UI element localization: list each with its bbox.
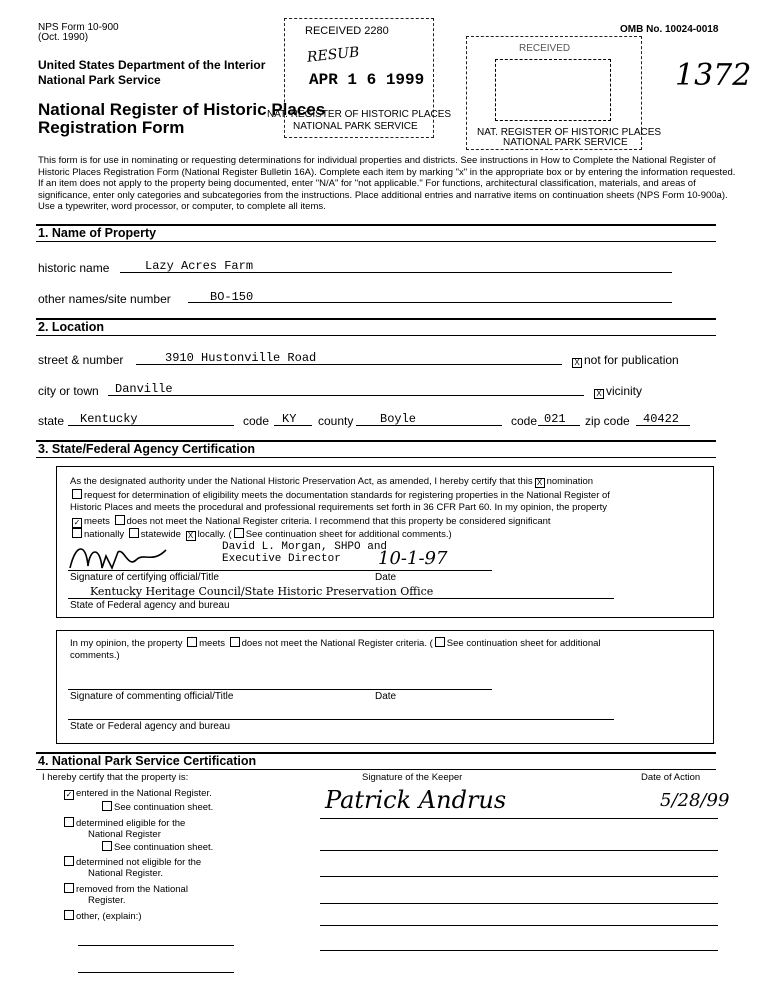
other-names-value: BO-150 (210, 290, 254, 304)
historic-name-line (120, 272, 672, 273)
section4-rule-bottom (36, 769, 716, 770)
received-stamp-date: APR 1 6 1999 (309, 71, 425, 89)
other-names-label: other names/site number (38, 292, 171, 306)
cert-line-3: Historic Places and meets the procedural and professional requirements set forth in 36 CFR Part 60. In my opinion, the property (70, 502, 608, 513)
stamp-nat-register: NAT. REGISTER OF HISTORIC PLACES (267, 109, 452, 120)
entered-continuation-checkbox[interactable] (102, 801, 112, 811)
does-not-meet-checkbox[interactable] (115, 515, 125, 525)
comment-date-label: Date (375, 691, 397, 702)
entered-continuation (100, 801, 213, 815)
action-date-value: 5/28/99 (660, 790, 730, 811)
other-line (320, 925, 718, 926)
second-stamp-inner (495, 59, 611, 121)
comment-signature-label: Signature of commenting official/Title (70, 691, 234, 702)
vicinity-label: vicinity (606, 384, 643, 398)
locally-checkbox[interactable]: X (186, 531, 196, 541)
county-line (356, 425, 502, 426)
section1-rule-bottom (36, 241, 716, 242)
opinion-text: In my opinion, the property (70, 638, 183, 649)
state-code-label: code (243, 414, 270, 428)
received-stamp-label: RECEIVED 2280 (305, 25, 389, 37)
state-code-line (274, 425, 312, 426)
nomination-label: nomination (546, 476, 594, 487)
removed-checkbox[interactable] (64, 883, 74, 893)
certify-statement: I hereby certify that the property is: (42, 772, 189, 783)
other-checkbox[interactable] (64, 910, 74, 920)
handwritten-number: 1372 (675, 58, 752, 93)
eligible-continuation-label: See continuation sheet. (114, 842, 214, 853)
section2-rule-top (36, 318, 716, 320)
historic-name-label: historic name (38, 261, 110, 275)
street-value: 3910 Hustonville Road (165, 351, 317, 365)
not-eligible-label-2: National Register. (88, 868, 163, 879)
meets-label: meets (84, 516, 110, 527)
county-code-line (538, 425, 580, 426)
city-value: Danville (115, 382, 173, 396)
not-for-publication-checkbox[interactable]: X (572, 358, 582, 368)
section3-rule-bottom (36, 457, 716, 458)
continuation-label: See continuation sheet for additional comments.) (245, 529, 452, 540)
state-line (68, 425, 234, 426)
keeper-signature: Patrick Andrus (325, 786, 507, 814)
cert-line-1-text: As the designated authority under the National Historic Preservation Act, as amended, I hereby certify that this (70, 476, 533, 487)
stamp-park-service: NATIONAL PARK SERVICE (293, 121, 418, 132)
not-eligible-label: determined not eligible for the (76, 857, 202, 868)
opinion-meets-label: meets (199, 638, 225, 649)
eligible-label: determined eligible for the (76, 818, 186, 829)
entered-checkbox[interactable]: ✓ (65, 790, 73, 799)
resub-note: RESUB (306, 44, 361, 66)
zip-label: zip code (585, 414, 630, 428)
signer-name: David L. Morgan, SHPO and (222, 541, 388, 553)
date-label: Date (375, 572, 397, 583)
city-label: city or town (38, 384, 99, 398)
agency-value: Kentucky Heritage Council/State Historic Preservation Office (90, 585, 434, 598)
keeper-signature-line (320, 818, 718, 819)
not-eligible-line (320, 876, 718, 877)
keeper-label: Signature of the Keeper (362, 772, 463, 783)
form-title-2: Registration Form (38, 118, 185, 137)
state-label: state (38, 414, 65, 428)
department: United States Department of the Interior (38, 58, 266, 72)
form-number: NPS Form 10-900 (38, 22, 119, 33)
vicinity-checkbox[interactable]: X (594, 389, 604, 399)
cert-line-2-text: request for determination of eligibility meets the documentation standards for registering properties in the National Register of (84, 490, 610, 501)
second-stamp (466, 36, 662, 150)
lower-line (320, 950, 718, 951)
opinion-cont-label: See continuation sheet for additional (446, 638, 601, 649)
eligible-continuation-checkbox[interactable] (102, 841, 112, 851)
cert-line-1 (70, 476, 593, 489)
comment-signature-line (68, 689, 492, 690)
section3-title: 3. State/Federal Agency Certification (38, 442, 255, 456)
eligible-continuation (100, 841, 213, 855)
meets-checkbox[interactable]: ✓ (73, 518, 81, 527)
action-date-label: Date of Action (641, 772, 701, 783)
not-eligible-checkbox[interactable] (64, 856, 74, 866)
removed-line (320, 903, 718, 904)
eligible-checkbox[interactable] (64, 817, 74, 827)
not-for-publication (570, 353, 679, 368)
signature-line (68, 570, 492, 571)
county-code-value: 021 (544, 412, 566, 426)
statewide-checkbox[interactable] (129, 528, 139, 538)
service: National Park Service (38, 73, 161, 87)
second-stamp-service: NATIONAL PARK SERVICE (503, 137, 628, 148)
entered-continuation-label: See continuation sheet. (114, 802, 214, 813)
does-not-meet-label: does not meet the National Register criteria. I recommend that this property be considered significant (126, 516, 551, 527)
opinion-line-2: comments.) (70, 650, 120, 661)
nationally-checkbox[interactable] (72, 528, 82, 538)
cert-line-4 (70, 515, 551, 529)
other-option (62, 910, 141, 924)
not-for-publication-label: not for publication (584, 353, 679, 367)
removed-label-2: Register. (88, 895, 126, 906)
form-date: (Oct. 1990) (38, 32, 89, 43)
opinion-not-label: does not meet the National Register criteria. ( (241, 638, 433, 649)
removed-label: removed from the National (76, 884, 188, 895)
statewide-label: statewide (140, 529, 181, 540)
form-title-1: National Register of Historic Places (38, 100, 326, 119)
signer-title: Executive Director (222, 553, 341, 565)
vicinity (592, 384, 642, 399)
opinion-meets-checkbox[interactable] (187, 637, 197, 647)
county-value: Boyle (380, 412, 417, 426)
second-stamp-label: RECEIVED (519, 43, 571, 54)
entered-option (62, 788, 212, 801)
locally-label: locally. ( (197, 529, 232, 540)
nomination-checkbox[interactable]: X (535, 478, 545, 488)
eligible-label-2: National Register (88, 829, 161, 840)
other-names-line (188, 302, 672, 303)
explain-line-2 (78, 972, 234, 973)
street-line (136, 364, 562, 365)
section2-title: 2. Location (38, 320, 104, 334)
city-line (108, 395, 584, 396)
zip-line (636, 425, 690, 426)
continuation-checkbox[interactable] (234, 528, 244, 538)
opinion-line-1 (70, 637, 601, 651)
county-code-label: code (511, 414, 538, 428)
nationally-label: nationally (84, 529, 125, 540)
entered-label: entered in the National Register. (76, 788, 212, 799)
signature-label: Signature of certifying official/Title (70, 572, 219, 583)
other-label: other, (explain:) (76, 911, 142, 922)
opinion-cont-checkbox[interactable] (435, 637, 445, 647)
comment-agency-label: State or Federal agency and bureau (70, 721, 231, 732)
second-stamp-nat: NAT. REGISTER OF HISTORIC PLACES (477, 127, 662, 138)
agency-label: State of Federal agency and bureau (70, 600, 230, 611)
eligible-line (320, 850, 718, 851)
agency-line (68, 598, 614, 599)
received-stamp (267, 18, 452, 138)
explain-line-1 (78, 945, 234, 946)
historic-name-value: Lazy Acres Farm (145, 259, 254, 273)
cert-line-2 (70, 489, 610, 503)
request-checkbox[interactable] (72, 489, 82, 499)
section1-title: 1. Name of Property (38, 226, 157, 240)
street-label: street & number (38, 353, 124, 367)
opinion-not-checkbox[interactable] (230, 637, 240, 647)
section4-title: 4. National Park Service Certification (38, 754, 257, 768)
intro-text: This form is for use in nominating or requesting determinations for individual properties and districts. See instructions in How to Complete the National Register of Historic Places Registration Form (National Register Bulletin 16A). Complete each item by marking "x" in the appropriate box or by entering the information requested. If an item does not apply to the property being documented, enter "N/A" for "not applicable." For functions, architectural classification, materials, and areas of significance, enter only categories and subcategories from the instructions. Place additional entries and narrative items on continuation sheets (NPS Form 10-900a). Use a typewriter, word processor, or computer, to complete all items. (38, 155, 736, 212)
county-label: county (318, 414, 354, 428)
section2-rule-bottom (36, 335, 716, 336)
comment-agency-line (68, 719, 614, 720)
omb-number: OMB No. 10024-0018 (620, 24, 719, 35)
state-value: Kentucky (80, 412, 138, 426)
state-code-value: KY (282, 412, 297, 426)
zip-value: 40422 (643, 412, 680, 426)
certification-date: 10-1-97 (378, 548, 448, 569)
